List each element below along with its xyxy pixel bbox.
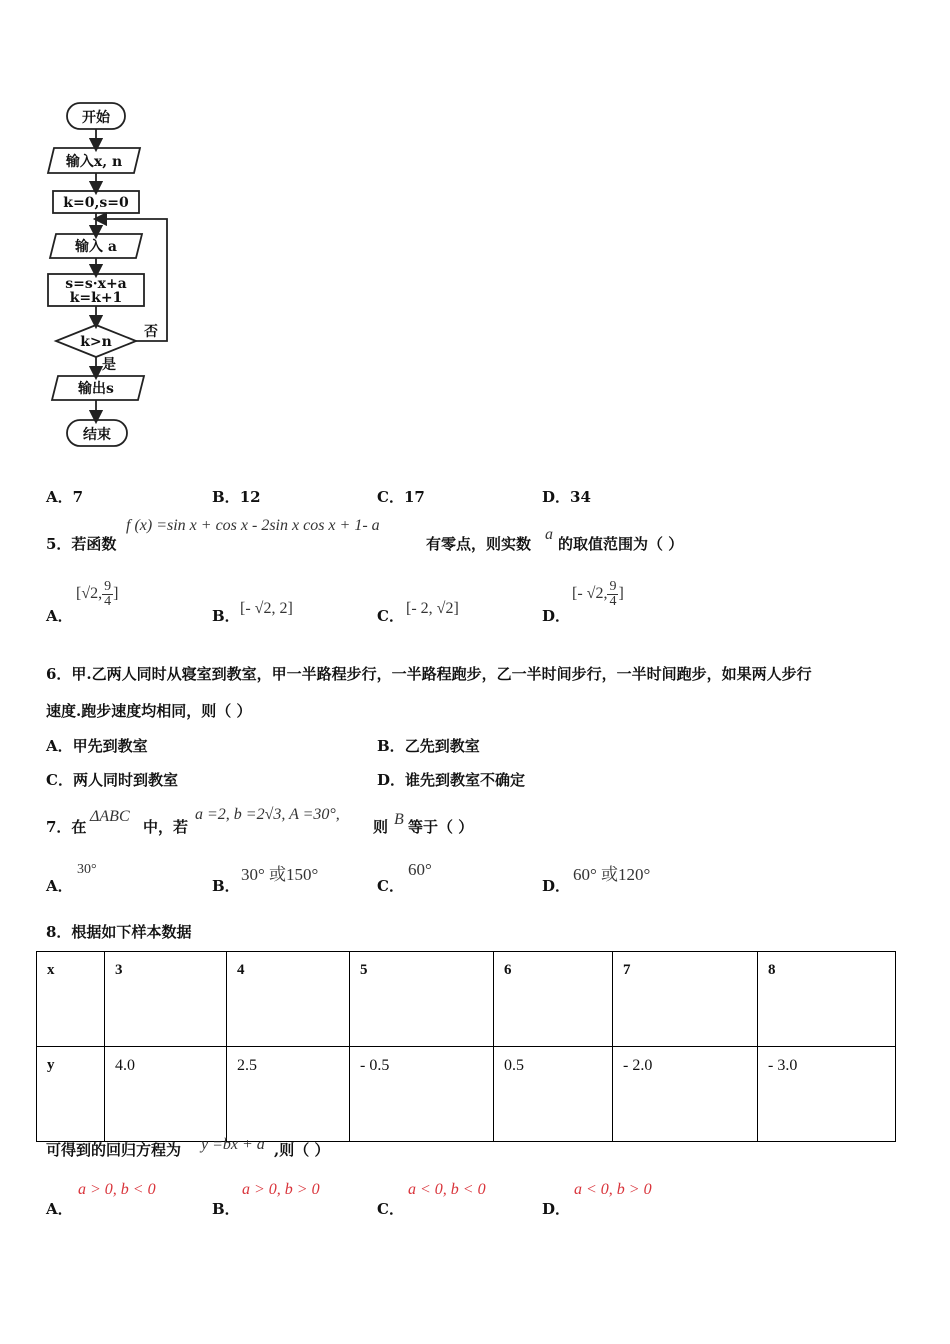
q8-eq-pre: 可得到的回归方程为 <box>46 1141 182 1159</box>
q8-option-a-value: a > 0, b < 0 <box>78 1181 156 1198</box>
q7-mid: 中，若 <box>143 818 189 836</box>
table-cell: 4 <box>227 952 350 1047</box>
table-cell-x-label: x <box>37 952 105 1047</box>
q8-title: 8．根据如下样本数据 <box>46 923 192 941</box>
q8-option-c-value: a < 0, b < 0 <box>408 1181 486 1198</box>
q7-condition: a =2, b =2√3, A =30°, <box>195 806 340 823</box>
table-cell: - 0.5 <box>350 1047 494 1142</box>
q6-line2: 速度.跑步速度均相同，则（ ） <box>46 702 252 720</box>
flow-init-label: k=0,s=0 <box>63 195 129 211</box>
q8-option-b-value: a > 0, b > 0 <box>242 1181 320 1198</box>
q6-line1: 6．甲.乙两人同时从寝室到教室，甲一半路程步行，一半路程跑步，乙一半时间步行，一半时间跑步，如果两人步行 <box>46 665 812 683</box>
flow-calc1-label: s=s·x+a <box>65 276 127 292</box>
q5-var: a <box>545 526 553 543</box>
q8-option-b-label: B． <box>212 1200 240 1218</box>
flow-input-a-label: 输入 a <box>75 239 117 255</box>
q7-then: 则 <box>373 818 389 836</box>
q5-option-d-value: [- √2, $\frac{9}{4}$ ] <box>572 579 624 609</box>
table-cell-y-label: y <box>37 1047 105 1142</box>
q5-option-a-value: [√2, $\frac{9}{4}$ ] <box>76 579 119 609</box>
table-row-x <box>37 952 896 1047</box>
flow-end-label: 结束 <box>83 427 111 443</box>
q7-option-c-label: C． <box>377 877 404 895</box>
q5-mid: 有零点，则实数 <box>426 535 532 553</box>
flow-no-label: 否 <box>144 324 158 340</box>
table-cell: 0.5 <box>494 1047 613 1142</box>
table-cell: 8 <box>758 952 896 1047</box>
table-cell: 4.0 <box>105 1047 227 1142</box>
flow-output-label: 输出s <box>78 381 114 397</box>
q7-number: 7．在 <box>46 818 87 836</box>
q5-option-c-label: C． <box>377 607 404 625</box>
q8-eq-post: ,则（ ） <box>274 1141 330 1159</box>
q5-option-d-label: D． <box>542 607 571 625</box>
q4-option-c: C．17 <box>377 488 425 506</box>
q6-option-c: C．两人同时到教室 <box>46 771 178 789</box>
flow-cond-label: k>n <box>80 334 112 350</box>
q5-number: 5．若函数 <box>46 535 117 553</box>
q5-option-b-label: B． <box>212 607 240 625</box>
q8-option-d-label: D． <box>542 1200 571 1218</box>
q7-option-d-label: D． <box>542 877 571 895</box>
q6-option-d: D．谁先到教室不确定 <box>377 771 526 789</box>
q8-option-d-value: a < 0, b > 0 <box>574 1181 652 1198</box>
q7-triangle: ΔABC <box>90 808 130 825</box>
table-cell: - 3.0 <box>758 1047 896 1142</box>
q5-option-c-value: [- 2, √2] <box>406 600 459 617</box>
q7-option-b-value: 30° 或150° <box>241 865 319 884</box>
q4-option-a: A．7 <box>46 488 84 506</box>
q5-option-a-label: A． <box>46 607 73 625</box>
flow-yes-label: 是 <box>102 357 116 373</box>
table-cell: - 2.0 <box>613 1047 758 1142</box>
q4-option-b: B．12 <box>212 488 261 506</box>
flow-calc2-label: k=k+1 <box>69 290 123 306</box>
q5-formula: f (x) =sin x + cos x - 2sin x cos x + 1- a <box>126 517 380 534</box>
table-cell: 6 <box>494 952 613 1047</box>
q8-option-a-label: A． <box>46 1200 73 1218</box>
q7-option-a-value: 30° <box>77 862 97 877</box>
q7-var: B <box>394 811 404 828</box>
q8-equation: y =bx + a <box>201 1136 265 1153</box>
q7-option-a-label: A． <box>46 877 73 895</box>
flow-input-xn-label: 输入x, n <box>65 154 123 170</box>
q8-option-c-label: C． <box>377 1200 404 1218</box>
table-cell: 5 <box>350 952 494 1047</box>
q5-tail: 的取值范围为（ ） <box>558 535 684 553</box>
flowchart <box>40 95 190 460</box>
q6-option-b: B．乙先到教室 <box>377 737 480 755</box>
q7-option-c-value: 60° <box>408 860 432 879</box>
table-row-y <box>37 1047 896 1142</box>
flow-start-label: 开始 <box>82 110 110 126</box>
q5-option-b-value: [- √2, 2] <box>240 600 293 617</box>
q7-option-d-value: 60° 或120° <box>573 865 651 884</box>
q8-data-table <box>36 951 896 1142</box>
table-cell: 3 <box>105 952 227 1047</box>
q4-option-d: D．34 <box>542 488 591 506</box>
q7-tail: 等于（ ） <box>408 818 474 836</box>
table-cell: 7 <box>613 952 758 1047</box>
table-cell: 2.5 <box>227 1047 350 1142</box>
q6-option-a: A．甲先到教室 <box>46 737 148 755</box>
q7-option-b-label: B． <box>212 877 240 895</box>
